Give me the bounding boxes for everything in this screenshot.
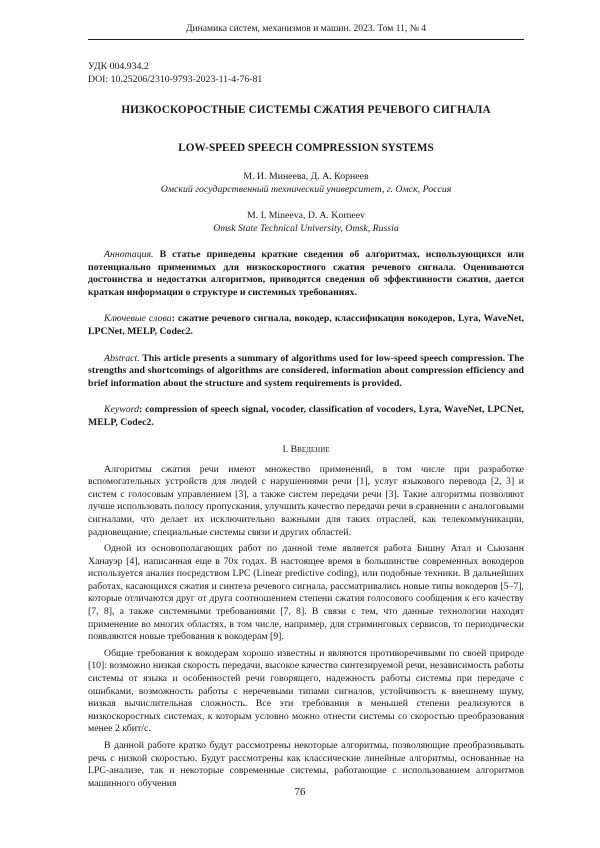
authors-ru: М. И. Минеева, Д. А. Корнеев [243, 171, 369, 182]
doi: DOI: 10.25206/2310-9793-2023-11-4-76-81 [88, 74, 263, 85]
affiliation-ru: Омский государственный технический университет, г. Омск, Россия [160, 184, 452, 195]
section-heading: I. Введение [282, 443, 330, 455]
keywords-en-lead: Keyword [104, 404, 140, 416]
affiliation-en: Omsk State Technical University, Omsk, Russia [213, 223, 399, 234]
udc-code: УДК 004.934.2 [88, 61, 149, 72]
article-body [88, 60, 524, 790]
abstract-en-lead: Abstract. [104, 352, 140, 364]
annotation-ru [88, 249, 524, 299]
keywords-en-text: : compression of speech signal, vocoder, classification of vocoders, Lyra, WaveNet, LPCNet, MELP, Codec2. [88, 404, 524, 428]
running-header: Динамика систем, механизмов и машин. 2023. Том 11, № 4 [88, 22, 524, 40]
body-paragraph: Общие требования к вокодерам хорошо известны и являются противоречивыми по своей природе [10]: возможно низкая скорость передачи, высокое качество синтезируемой речи, независимость работы системы от языка и особенностей речи говорящего, надежность работы системы при передаче с ошибками, возможность работы с неречевыми типами сигналов, устойчивость к внешнему шуму, низкая вычислительная сложность. Все эти требования в меньшей степени реализуются в низкоскоростных системах, к которым условно можно отнести системы со скоростью преобразования менее 2 кбит/с. [88, 647, 524, 735]
annotation-text: В статье приведены краткие сведения об алгоритмах, использующихся или потенциально применимых для низкоскоростного сжатия речевого сигнала. Оцениваются достоинства и недостатки алгоритмов, приводятся сведения об эффективности сжатия, дается краткая информация о структуре и системных требованиях. [88, 249, 524, 298]
keywords-ru-text: : сжатие речевого сигнала, вокодер, классификация вокодеров, Lyra, WaveNet, LPCNet, MELP, Codec2. [88, 313, 524, 337]
keywords-ru [88, 313, 524, 338]
article-title-en: LOW-SPEED SPEECH COMPRESSION SYSTEMS [178, 142, 434, 154]
abstract-en [88, 353, 524, 391]
authors-en: M. I. Mineeva, D. A. Korneev [246, 210, 366, 221]
page-number: 76 [294, 786, 306, 798]
abstract-en-text: This article presents a summary of algorithms used for low-speed speech compression. The strengths and shortcomings of algorithms are considered, information about compression efficiency and brief information about the structure and system requirements is provided. [88, 352, 524, 389]
body-paragraph: Одной из основополагающих работ по данной теме является работа Бишну Атал и Сьюзанн Ханауэр [4], написанная еще в 70х годах. В настоящее время в большинстве современных вокодеров используется анализ посредством LPC (Linear predictive coding), или подобные техники. В дальнейших работах, касающихся сжатия и синтеза речевого сигнала, рассматривались новые типы вокодеров [5–7], которые отличаются друг от друга соотношением степени сжатия голосового сообщения к его качеству [7, 8], а также системными требованиями [7, 8]. В связи с тем, что данные технологии находят применение во многих областях, в том числе, например, для стриминговых сервисов, то периодически появляются новые требования к вокодерам [9]. [88, 543, 524, 643]
article-title-ru: НИЗКОСКОРОСТНЫЕ СИСТЕМЫ СЖАТИЯ РЕЧЕВОГО СИГНАЛА [121, 104, 491, 116]
body-paragraph: Алгоритмы сжатия речи имеют множество применений, в том числе при разработке вспомогательных устройств для людей с нарушениями речи [1], услуг языкового перевода [2, 3] и систем с голосовым управлением [3], а также систем передачи речи [3]. Такие алгоритмы позволяют лучше использовать полосу пропускания, улучшить качество передачи речи в сравнении с аналоговыми сигналами, что делает их исключительно важными для таких отраслей, как телекоммуникации, радиовещание, специальные системы связи и других областей. [88, 463, 524, 538]
annotation-lead: Аннотация. [104, 249, 154, 260]
keywords-en [88, 404, 524, 429]
keywords-ru-lead: Ключевые слова [104, 313, 172, 325]
body-paragraph: В данной работе кратко будут рассмотрены некоторые алгоритмы, позволяющие преобразовывать речь с низкой скоростью. Будут рассмотрены как классические линейные алгоритмы, основанные на LPC-анализе, так и некоторые современные системы, работающие с использованием алгоритмов машинного обучения [88, 740, 524, 789]
